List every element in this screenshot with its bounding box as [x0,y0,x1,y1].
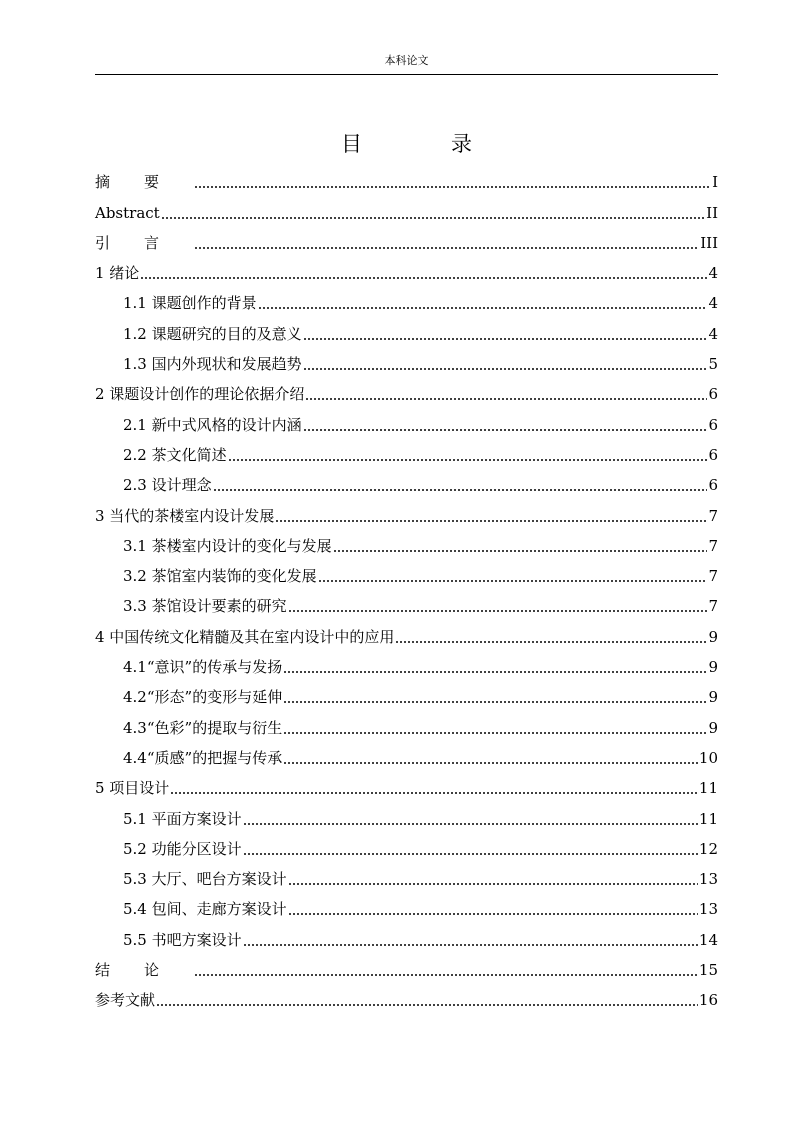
toc-entry[interactable] [95,829,718,859]
toc-entry-page: 4 [708,324,718,343]
dot-leader [283,762,698,764]
toc-entry-label: 1.3 国内外现状和发展趋势 [123,355,302,374]
dot-leader [283,701,707,703]
toc-title: 目 录 [341,132,506,156]
toc-entry[interactable] [95,677,718,707]
toc-entry-page: 7 [708,597,718,616]
dot-leader [288,913,698,915]
toc-entry[interactable] [95,253,718,283]
toc-entry-label: 2.1 新中式风格的设计内涵 [123,415,302,434]
toc-entry[interactable] [95,919,718,949]
dot-leader [228,459,708,461]
toc-entry-label: 5.5 书吧方案设计 [123,930,242,949]
toc-entry[interactable] [95,556,718,586]
dot-leader [283,732,707,734]
dot-leader [395,641,707,643]
toc-entry[interactable] [95,586,718,616]
toc-entry-page: 9 [708,658,718,677]
toc-entry-label: 引言 [95,233,194,252]
dot-leader [333,550,708,552]
toc-entry-page: 9 [708,718,718,737]
toc-entry-page: 4 [708,264,718,283]
toc-entry[interactable] [95,283,718,313]
toc-entry-label: 1.1 课题创作的背景 [123,294,257,313]
toc-entry-page: 13 [698,900,718,919]
toc-entry[interactable] [95,192,718,222]
toc-entry[interactable] [95,798,718,828]
dot-leader [283,671,707,673]
toc-entry-page: 6 [708,445,718,464]
toc-entry-label: 1 绪论 [95,264,140,283]
page-header: 本科论文 [384,54,429,67]
toc-entry-label: 2.2 茶文化简述 [123,445,227,464]
toc-entry-label: 结论 [95,961,194,980]
dot-leader [194,186,711,188]
toc-entry[interactable] [95,465,718,495]
toc-entry-label: 5.4 包间、走廊方案设计 [123,900,287,919]
toc-entry-label: 3.2 茶馆室内装饰的变化发展 [123,567,317,586]
dot-leader [303,429,708,431]
toc-entry[interactable] [95,950,718,980]
dot-leader [140,277,707,279]
toc-entry-page: 11 [698,779,718,798]
toc-entry-page: 13 [698,870,718,889]
toc-entry-page: 11 [698,809,718,828]
toc-entry-page: III [700,233,718,252]
toc-entry-label: 4.4“质感”的把握与传承 [123,748,283,767]
dot-leader [213,489,708,491]
toc-entry-page: 7 [708,536,718,555]
toc-entry[interactable] [95,374,718,404]
dot-leader [243,823,698,825]
toc-entry-page: 9 [708,688,718,707]
toc-entry-page: 9 [708,627,718,646]
toc-entry-page: II [706,203,718,222]
toc-entry[interactable] [95,495,718,525]
dot-leader [194,247,699,249]
toc-entry-label: 1.2 课题研究的目的及意义 [123,324,302,343]
dot-leader [303,368,708,370]
dot-leader [305,398,707,400]
toc-entry[interactable] [95,707,718,737]
dot-leader [170,792,698,794]
toc-entry[interactable] [95,980,718,1010]
toc-entry-label: 3.3 茶馆设计要素的研究 [123,597,287,616]
toc-entry-page: 6 [708,476,718,495]
toc-entry[interactable] [95,738,718,768]
toc-entry[interactable] [95,647,718,677]
toc-entry[interactable] [95,313,718,343]
dot-leader [194,974,698,976]
toc-entry-page: 16 [698,991,718,1010]
toc-entry-label: 2.3 设计理念 [123,476,212,495]
dot-leader [156,1004,698,1006]
toc-entry-page: 5 [708,355,718,374]
dot-leader [243,853,698,855]
toc-entry-page: 12 [698,839,718,858]
toc-entry-label: 2 课题设计创作的理论依据介绍 [95,385,305,404]
toc-entry-page: 7 [708,567,718,586]
toc-entry-label: 参考文献 [95,991,156,1010]
toc-entry[interactable] [95,859,718,889]
toc-entry[interactable] [95,404,718,434]
toc-entry[interactable] [95,162,718,192]
toc-entry-label: 5 项目设计 [95,779,170,798]
toc-entry-label: 5.2 功能分区设计 [123,839,242,858]
toc-entry-label: 4 中国传统文化精髓及其在室内设计中的应用 [95,627,395,646]
toc-entry-page: I [712,173,718,192]
toc-entry-label: Abstract [95,203,160,222]
dot-leader [258,307,708,309]
toc-entry[interactable] [95,526,718,556]
dot-leader [275,520,707,522]
dot-leader [288,610,708,612]
toc-entry-label: 5.1 平面方案设计 [123,809,242,828]
toc-entry[interactable] [95,435,718,465]
toc-entry-label: 3.1 茶楼室内设计的变化与发展 [123,536,332,555]
toc-entry-label: 4.2“形态”的变形与延伸 [123,688,283,707]
toc-entry-label: 3 当代的茶楼室内设计发展 [95,506,275,525]
toc-entry-label: 摘要 [95,173,194,192]
dot-leader [288,883,698,885]
toc-entry-label: 4.1“意识”的传承与发扬 [123,658,283,677]
dot-leader [303,338,708,340]
toc-entry-page: 7 [708,506,718,525]
toc-entry-label: 4.3“色彩”的提取与衍生 [123,718,283,737]
dot-leader [243,944,698,946]
toc-entry-label: 5.3 大厅、吧台方案设计 [123,870,287,889]
toc-entry[interactable] [95,889,718,919]
dot-leader [318,580,708,582]
toc-entry[interactable] [95,768,718,798]
table-of-contents [95,162,718,1010]
toc-entry-page: 10 [698,748,718,767]
toc-entry[interactable] [95,223,718,253]
toc-entry-page: 14 [698,930,718,949]
dot-leader [161,217,705,219]
toc-entry[interactable] [95,616,718,646]
toc-entry-page: 4 [708,294,718,313]
toc-entry[interactable] [95,344,718,374]
toc-entry-page: 6 [708,385,718,404]
toc-entry-page: 15 [698,961,718,980]
header-rule [95,74,718,75]
toc-entry-page: 6 [708,415,718,434]
